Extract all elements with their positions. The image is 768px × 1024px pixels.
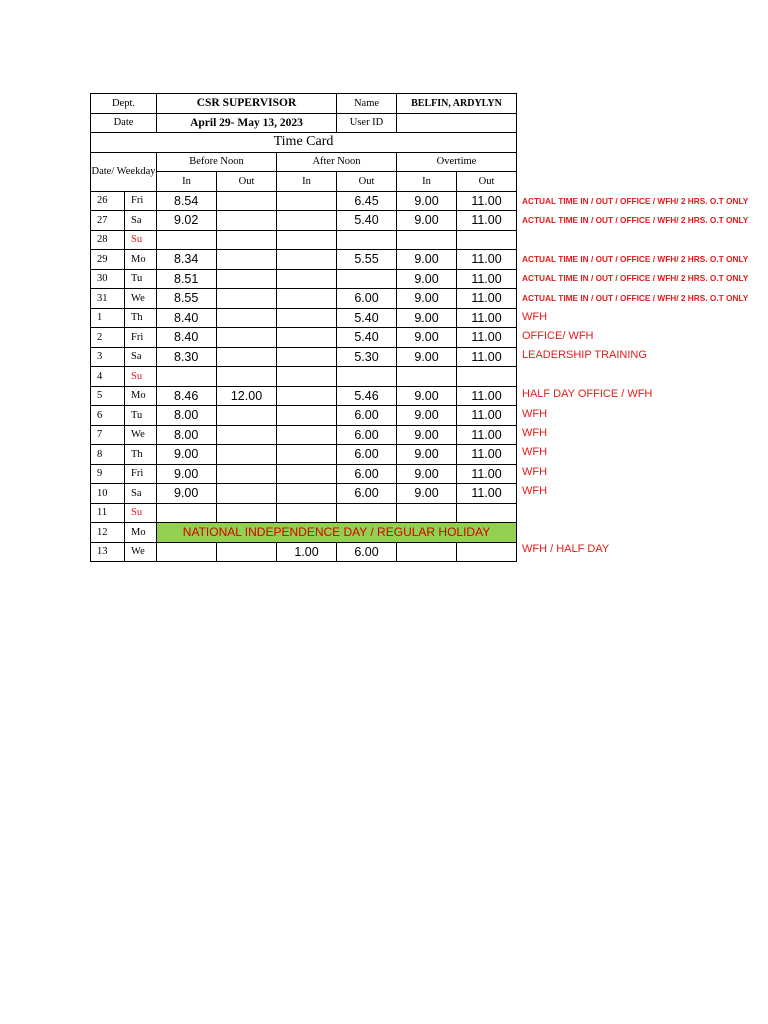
table-row — [91, 269, 517, 289]
table-row — [91, 386, 517, 406]
before-noon-out — [217, 308, 277, 328]
after-noon-in — [277, 328, 337, 348]
overtime-out: 11.00 — [457, 191, 517, 211]
overtime-in — [397, 230, 457, 250]
weekday-cell: Sa — [125, 211, 157, 231]
before-noon-in: 9.00 — [157, 464, 217, 484]
after-noon-in — [277, 211, 337, 231]
overtime-out: 11.00 — [457, 308, 517, 328]
before-noon-out — [217, 230, 277, 250]
name-label: Name — [337, 94, 397, 114]
overtime-in: 9.00 — [397, 445, 457, 465]
overtime-out: 11.00 — [457, 484, 517, 504]
after-noon-in — [277, 484, 337, 504]
before-noon-in: 8.55 — [157, 289, 217, 309]
after-noon-in — [277, 308, 337, 328]
an-out-header: Out — [337, 172, 397, 192]
before-noon-in — [157, 542, 217, 562]
date-cell: 8 — [91, 445, 125, 465]
date-cell: 12 — [91, 523, 125, 543]
bn-in-header: In — [157, 172, 217, 192]
remark-note: ACTUAL TIME IN / OUT / OFFICE / WFH/ 2 HRS. O.T ONLY — [522, 292, 749, 303]
overtime-in: 9.00 — [397, 250, 457, 270]
after-noon-in — [277, 230, 337, 250]
time-card-table — [90, 93, 517, 562]
weekday-cell: Tu — [125, 406, 157, 426]
before-noon-in — [157, 367, 217, 387]
overtime-out: 11.00 — [457, 269, 517, 289]
before-noon-in: 9.00 — [157, 445, 217, 465]
overtime-out: 11.00 — [457, 425, 517, 445]
remark-note: ACTUAL TIME IN / OUT / OFFICE / WFH/ 2 HRS. O.T ONLY — [522, 195, 749, 206]
remark-note: WFH / HALF DAY — [522, 543, 610, 556]
overtime-in: 9.00 — [397, 406, 457, 426]
table-row — [91, 191, 517, 211]
overtime-in: 9.00 — [397, 191, 457, 211]
after-noon-out: 5.40 — [337, 328, 397, 348]
after-noon-out: 6.00 — [337, 464, 397, 484]
after-noon-in — [277, 347, 337, 367]
weekday-cell: Tu — [125, 269, 157, 289]
weekday-cell: Mo — [125, 386, 157, 406]
overtime-in: 9.00 — [397, 425, 457, 445]
remark-note: WFH — [522, 310, 548, 323]
after-noon-in — [277, 503, 337, 523]
overtime-in — [397, 503, 457, 523]
after-noon-in — [277, 406, 337, 426]
table-row — [91, 523, 517, 543]
after-noon-out: 6.00 — [337, 445, 397, 465]
after-noon-in — [277, 269, 337, 289]
before-noon-in: 8.34 — [157, 250, 217, 270]
remark-note: HALF DAY OFFICE / WFH — [522, 388, 653, 401]
after-noon-out — [337, 230, 397, 250]
after-noon-out: 5.40 — [337, 211, 397, 231]
table-row — [91, 445, 517, 465]
table-row — [91, 211, 517, 231]
after-noon-in — [277, 386, 337, 406]
dept-value: CSR SUPERVISOR — [157, 94, 337, 114]
weekday-cell: Su — [125, 230, 157, 250]
table-row — [91, 230, 517, 250]
overtime-out — [457, 542, 517, 562]
weekday-cell: Sa — [125, 484, 157, 504]
overtime-out: 11.00 — [457, 464, 517, 484]
overtime-in: 9.00 — [397, 289, 457, 309]
overtime-in: 9.00 — [397, 308, 457, 328]
before-noon-out: 12.00 — [217, 386, 277, 406]
overtime-out: 11.00 — [457, 289, 517, 309]
date-cell: 28 — [91, 230, 125, 250]
date-cell: 26 — [91, 191, 125, 211]
after-noon-in — [277, 464, 337, 484]
holiday-banner: NATIONAL INDEPENDENCE DAY / REGULAR HOLIDAY — [157, 523, 517, 543]
title-row — [91, 133, 517, 153]
overtime-out — [457, 230, 517, 250]
before-noon-out — [217, 542, 277, 562]
before-noon-out — [217, 367, 277, 387]
table-row — [91, 308, 517, 328]
weekday-cell: We — [125, 289, 157, 309]
before-noon-out — [217, 211, 277, 231]
overtime-out: 11.00 — [457, 328, 517, 348]
date-cell: 3 — [91, 347, 125, 367]
overtime-out: 11.00 — [457, 211, 517, 231]
remark-note: LEADERSHIP TRAINING — [522, 349, 647, 362]
overtime-out: 11.00 — [457, 347, 517, 367]
time-card-title: Time Card — [91, 133, 517, 153]
weekday-cell: Su — [125, 367, 157, 387]
date-weekday-header: Date/ Weekday — [91, 152, 157, 191]
before-noon-in: 8.00 — [157, 425, 217, 445]
date-row — [91, 113, 517, 133]
overtime-in: 9.00 — [397, 328, 457, 348]
remark-note: WFH — [522, 485, 548, 498]
after-noon-in — [277, 289, 337, 309]
after-noon-out: 6.00 — [337, 289, 397, 309]
remark-note: WFH — [522, 465, 548, 478]
before-noon-in: 8.40 — [157, 308, 217, 328]
before-noon-in: 8.30 — [157, 347, 217, 367]
date-cell: 13 — [91, 542, 125, 562]
remark-note: OFFICE/ WFH — [522, 330, 594, 342]
before-noon-out — [217, 250, 277, 270]
weekday-cell: Sa — [125, 347, 157, 367]
before-noon-in — [157, 503, 217, 523]
name-value: BELFIN, ARDYLYN — [397, 94, 517, 114]
ot-out-header: Out — [457, 172, 517, 192]
dept-row — [91, 94, 517, 114]
after-noon-out: 6.00 — [337, 425, 397, 445]
remark-note: ACTUAL TIME IN / OUT / OFFICE / WFH/ 2 HRS. O.T ONLY — [522, 253, 749, 264]
table-row — [91, 367, 517, 387]
weekday-cell: Th — [125, 445, 157, 465]
overtime-in: 9.00 — [397, 269, 457, 289]
before-noon-in: 8.40 — [157, 328, 217, 348]
table-row — [91, 328, 517, 348]
column-group-row — [91, 152, 517, 172]
date-cell: 10 — [91, 484, 125, 504]
after-noon-out: 5.30 — [337, 347, 397, 367]
before-noon-in: 8.51 — [157, 269, 217, 289]
before-noon-out — [217, 347, 277, 367]
date-cell: 7 — [91, 425, 125, 445]
overtime-in: 9.00 — [397, 484, 457, 504]
after-noon-out: 5.46 — [337, 386, 397, 406]
before-noon-in: 8.54 — [157, 191, 217, 211]
before-noon-out — [217, 425, 277, 445]
before-noon-out — [217, 445, 277, 465]
overtime-out: 11.00 — [457, 406, 517, 426]
after-noon-in — [277, 250, 337, 270]
table-row — [91, 250, 517, 270]
weekday-cell: Th — [125, 308, 157, 328]
overtime-in: 9.00 — [397, 347, 457, 367]
before-noon-in: 9.00 — [157, 484, 217, 504]
table-row — [91, 425, 517, 445]
date-value: April 29- May 13, 2023 — [157, 113, 337, 133]
after-noon-out: 6.00 — [337, 484, 397, 504]
date-cell: 11 — [91, 503, 125, 523]
before-noon-out — [217, 328, 277, 348]
before-noon-out — [217, 269, 277, 289]
after-noon-header: After Noon — [277, 152, 397, 172]
after-noon-out: 6.00 — [337, 542, 397, 562]
overtime-out: 11.00 — [457, 445, 517, 465]
table-row — [91, 464, 517, 484]
table-row — [91, 484, 517, 504]
table-row — [91, 542, 517, 562]
overtime-out: 11.00 — [457, 386, 517, 406]
overtime-in — [397, 367, 457, 387]
after-noon-out: 5.55 — [337, 250, 397, 270]
date-label: Date — [91, 113, 157, 133]
table-row — [91, 406, 517, 426]
before-noon-in: 8.46 — [157, 386, 217, 406]
after-noon-in — [277, 445, 337, 465]
bn-out-header: Out — [217, 172, 277, 192]
before-noon-out — [217, 191, 277, 211]
weekday-cell: Su — [125, 503, 157, 523]
overtime-in: 9.00 — [397, 386, 457, 406]
overtime-out — [457, 503, 517, 523]
date-cell: 4 — [91, 367, 125, 387]
overtime-header: Overtime — [397, 152, 517, 172]
after-noon-in — [277, 191, 337, 211]
before-noon-out — [217, 503, 277, 523]
remark-note: ACTUAL TIME IN / OUT / OFFICE / WFH/ 2 HRS. O.T ONLY — [522, 215, 749, 226]
table-row — [91, 503, 517, 523]
before-noon-out — [217, 289, 277, 309]
remark-note: WFH — [522, 427, 548, 439]
weekday-cell: Fri — [125, 328, 157, 348]
date-cell: 5 — [91, 386, 125, 406]
overtime-in: 9.00 — [397, 211, 457, 231]
after-noon-out — [337, 269, 397, 289]
after-noon-out: 5.40 — [337, 308, 397, 328]
ot-in-header: In — [397, 172, 457, 192]
remark-note: WFH — [522, 407, 548, 420]
date-cell: 29 — [91, 250, 125, 270]
after-noon-out — [337, 503, 397, 523]
overtime-out — [457, 367, 517, 387]
overtime-in — [397, 542, 457, 562]
overtime-in: 9.00 — [397, 464, 457, 484]
after-noon-in — [277, 367, 337, 387]
date-cell: 31 — [91, 289, 125, 309]
date-cell: 6 — [91, 406, 125, 426]
remark-note: WFH — [522, 446, 548, 459]
weekday-cell: We — [125, 425, 157, 445]
after-noon-out: 6.00 — [337, 406, 397, 426]
after-noon-in: 1.00 — [277, 542, 337, 562]
date-cell: 27 — [91, 211, 125, 231]
after-noon-out — [337, 367, 397, 387]
dept-label: Dept. — [91, 94, 157, 114]
overtime-out: 11.00 — [457, 250, 517, 270]
after-noon-out: 6.45 — [337, 191, 397, 211]
table-row — [91, 347, 517, 367]
before-noon-in: 9.02 — [157, 211, 217, 231]
date-cell: 9 — [91, 464, 125, 484]
weekday-cell: Mo — [125, 523, 157, 543]
weekday-cell: Fri — [125, 191, 157, 211]
before-noon-header: Before Noon — [157, 152, 277, 172]
userid-label: User ID — [337, 113, 397, 133]
userid-value — [397, 113, 517, 133]
an-in-header: In — [277, 172, 337, 192]
before-noon-out — [217, 406, 277, 426]
date-cell: 30 — [91, 269, 125, 289]
weekday-cell: We — [125, 542, 157, 562]
before-noon-out — [217, 464, 277, 484]
date-cell: 1 — [91, 308, 125, 328]
weekday-cell: Mo — [125, 250, 157, 270]
date-cell: 2 — [91, 328, 125, 348]
before-noon-out — [217, 484, 277, 504]
after-noon-in — [277, 425, 337, 445]
weekday-cell: Fri — [125, 464, 157, 484]
remark-note: ACTUAL TIME IN / OUT / OFFICE / WFH/ 2 HRS. O.T ONLY — [522, 273, 749, 284]
table-row — [91, 289, 517, 309]
before-noon-in — [157, 230, 217, 250]
before-noon-in: 8.00 — [157, 406, 217, 426]
